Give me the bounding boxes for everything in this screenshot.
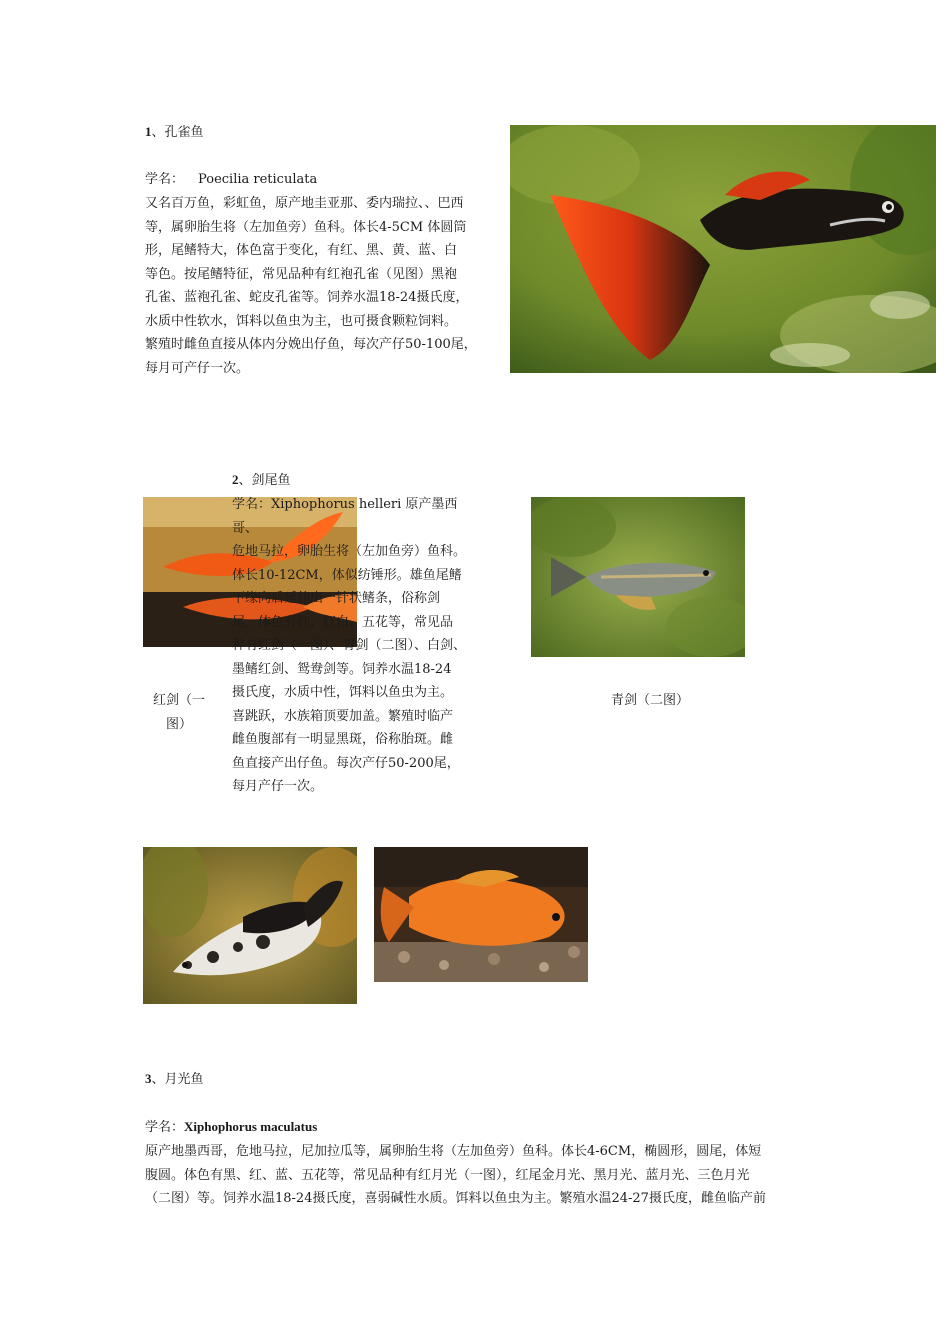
section2-line: 摄氏度，水质中性，饵料以鱼虫为主。 bbox=[232, 685, 454, 700]
section2-line: 每月产仔一次。 bbox=[232, 779, 324, 794]
section3-body bbox=[145, 1140, 835, 1211]
section3-sci-label: 学名： bbox=[145, 1120, 185, 1135]
red-swordtail-caption bbox=[143, 689, 215, 737]
section1-line: 又名百万鱼，彩虹鱼，原产地圭亚那、委内瑞拉、、巴西 bbox=[145, 196, 464, 211]
caption-line: 图） bbox=[165, 717, 192, 732]
green-swordtail-photo bbox=[531, 497, 745, 657]
section2-title: 、剑尾鱼 bbox=[238, 473, 291, 488]
green-swordtail-caption: 青剑（二图） bbox=[610, 693, 689, 708]
section2-number: 2 bbox=[232, 472, 239, 487]
section1-number: 1 bbox=[145, 124, 152, 139]
section1-body bbox=[145, 192, 505, 380]
section3-number: 3 bbox=[145, 1071, 152, 1086]
section2-line: 墨鳍红剑、鸳鸯剑等。饲养水温18-24 bbox=[232, 661, 452, 677]
section1-title: 、孔雀鱼 bbox=[151, 125, 204, 140]
section1-line: 等，属卵胎生将（左加鱼旁）鱼科。体长4-5CM 体圆筒 bbox=[145, 219, 467, 235]
section3-heading bbox=[145, 1068, 204, 1087]
section2-line: 喜跳跃，水族箱顶要加盖。繁殖时临产 bbox=[232, 708, 454, 724]
guppy-photo bbox=[510, 125, 936, 373]
section2-line: 鱼直接产出仔鱼。每次产仔50-200尾， bbox=[232, 755, 460, 771]
section1-sci-name: Poecilia reticulata bbox=[198, 172, 318, 187]
section2-body bbox=[232, 493, 482, 799]
section1-line: 孔雀、蓝袍孔雀、蛇皮孔雀等。饲养水温18-24摄氏度， bbox=[145, 290, 469, 305]
section2-line: 种有红剑（一图）、青剑（二图）、白剑、 bbox=[232, 638, 467, 653]
section3-sci-name: Xiphophorus maculatus bbox=[184, 1119, 318, 1134]
section1-heading bbox=[145, 121, 204, 140]
section2-line: 体长10-12CM，体似纺锤形。雄鱼尾鳍 bbox=[232, 567, 462, 583]
section3-scientific-name bbox=[145, 1115, 317, 1140]
section1-line: 水质中性软水，饵料以鱼虫为主，也可摄食颗粒饲料。 bbox=[145, 313, 458, 329]
section3-title: 、月光鱼 bbox=[151, 1072, 204, 1087]
section1-sci-label: 学名： bbox=[145, 172, 185, 187]
section2-line: 危地马拉，卵胎生将（左加鱼旁）鱼科。 bbox=[232, 544, 467, 559]
section1-scientific-name bbox=[145, 168, 317, 192]
section1-line: 每月可产仔一次。 bbox=[145, 360, 250, 376]
section2-line: 学名：Xiphophorus helleri 原产墨西哥、 bbox=[232, 497, 458, 536]
section3-line: （二图）等。饲养水温18-24摄氏度，喜弱碱性水质。饵料以鱼虫为主。繁殖水温24-27摄氏度，雌鱼临产前 bbox=[145, 1191, 766, 1206]
section1-line: 等色。按尾鳍特征，常见品种有红袍孔雀（见图）黑袍 bbox=[145, 266, 458, 282]
section3-line: 原产地墨西哥，危地马拉，尼加拉瓜等，属卵胎生将（左加鱼旁）鱼科。体长4-6CM，椭圆形，圆尾，体短 bbox=[145, 1144, 762, 1159]
red-platy-photo bbox=[374, 847, 588, 982]
section2-line: 尾。体色有红、红白、五花等，常见品 bbox=[232, 614, 454, 630]
tricolor-platy-photo bbox=[143, 847, 357, 1004]
section2-heading bbox=[232, 469, 291, 488]
section1-line: 繁殖时雌鱼直接从体内分娩出仔鱼，每次产仔50-100尾， bbox=[145, 337, 477, 352]
section2-line: 下缘向后延伸出一针状鳍条，俗称剑 bbox=[232, 591, 441, 606]
caption-line: 红剑（一 bbox=[152, 693, 205, 708]
section1-line: 形，尾鳍特大，体色富于变化，有红、黑、黄、蓝、白 bbox=[145, 243, 458, 258]
section2-line: 雌鱼腹部有一明显黑斑，俗称胎斑。雌 bbox=[232, 732, 454, 747]
section3-line: 腹圆。体色有黑、红、蓝、五花等，常见品种有红月光（一图），红尾金月光、黑月光、蓝月光、三色月光 bbox=[145, 1167, 750, 1183]
